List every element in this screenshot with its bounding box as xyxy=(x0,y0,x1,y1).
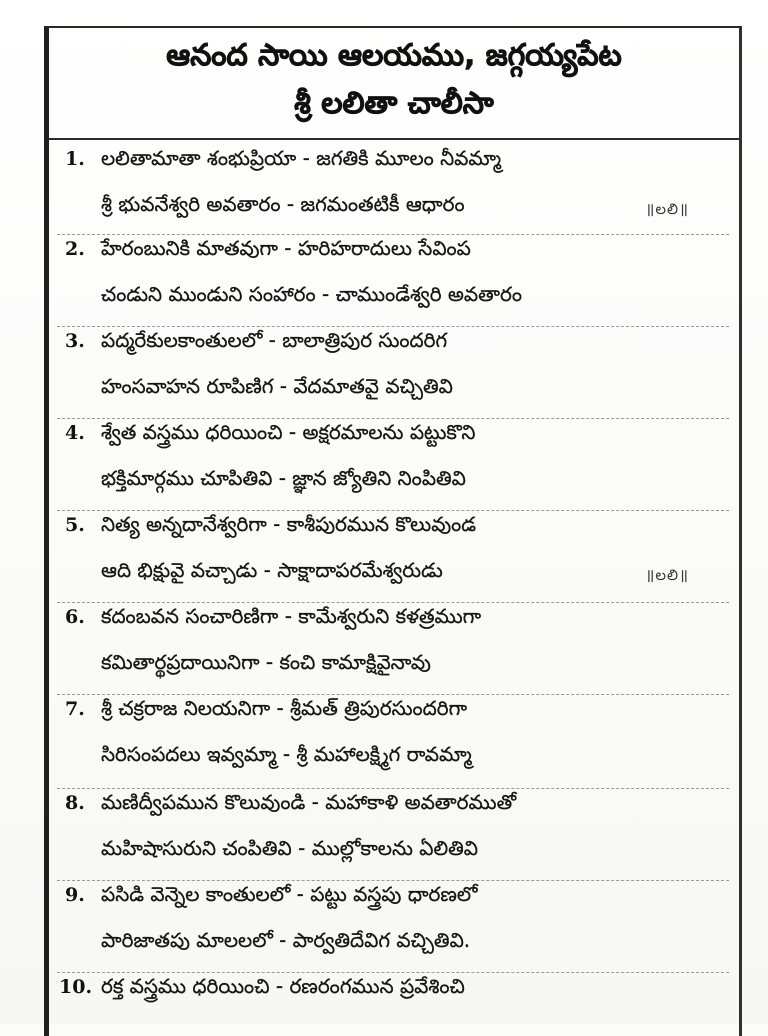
verse-7 xyxy=(57,694,729,789)
verse-line: సిరిసంపదలు ఇవ్వమ్మా - శ్రీ మహాలక్ష్మిగ రావమ్మా xyxy=(101,742,472,766)
verse-line: శ్వేత వస్త్రము ధరియించి - అక్షరమాలను పట్టుకొని xyxy=(101,420,476,444)
verse-2 xyxy=(57,234,729,327)
verse-line: హంసవాహన రూపిణిగ - వేదమాతవై వచ్చితివి xyxy=(101,374,453,398)
page-title: ఆనంద సాయి ఆలయము, జగ్గయ్యపేట xyxy=(166,38,622,73)
verse-line: లలితామాతా శంభుప్రియా - జగతికి మూలం నీవమ్మా xyxy=(101,146,502,170)
verse-line: పద్మరేకులకాంతులలో - బాలాత్రిపుర సుందరిగ xyxy=(101,328,448,352)
verse-number: 4. xyxy=(65,422,85,444)
verse-line: చండుని ముండుని సంహారం - చాముండేశ్వరి అవతారం xyxy=(101,282,523,306)
verse-1 xyxy=(57,144,729,235)
verse-9 xyxy=(57,880,729,973)
verse-4 xyxy=(57,418,729,511)
verse-number: 8. xyxy=(65,792,85,814)
verse-number: 9. xyxy=(65,884,85,906)
verse-10 xyxy=(57,972,729,1032)
verse-number: 3. xyxy=(65,330,85,352)
header-box xyxy=(49,28,739,140)
verse-8 xyxy=(57,788,729,881)
verse-line: ఆది భిక్షువై వచ్చాడు - సాక్షాదాపరమేశ్వరుడు xyxy=(101,558,443,582)
verse-line: హేరంబునికి మాతవుగా - హరిహరాదులు సేవింప xyxy=(101,236,471,260)
verse-line: నిత్య అన్నదానేశ్వరిగా - కాశీపురమున కొలువుండ xyxy=(101,512,477,536)
verse-number: 7. xyxy=(65,698,85,720)
verse-3 xyxy=(57,326,729,419)
verse-number: 6. xyxy=(65,606,85,628)
verse-list xyxy=(49,140,739,1036)
verse-line: శ్రీ చక్రరాజ నిలయనిగా - శ్రీమత్ త్రిపురసుందరిగా xyxy=(101,696,468,720)
verse-line: మహిషాసురుని చంపితివి - ముల్లోకాలను ఏలితివి xyxy=(101,836,479,860)
verse-number: 10. xyxy=(59,976,93,998)
verse-line: పారిజాతపు మాలలలో - పార్వతిదేవిగ వచ్చితివి. xyxy=(101,928,471,952)
verse-line: కదంబవన సంచారిణిగా - కామేశ్వరుని కళత్రముగా xyxy=(101,604,482,628)
refrain-marker: ॥లలి॥ xyxy=(645,566,689,584)
verse-line: మణిద్వీపమున కొలువుండి - మహాకాళి అవతారముతో xyxy=(101,790,517,814)
verse-line: పసిడి వెన్నెల కాంతులలో - పట్టు వస్త్రపు ధారణలో xyxy=(101,882,478,906)
verse-number: 2. xyxy=(65,238,85,260)
page-frame xyxy=(44,26,742,1036)
verse-line: రక్త వస్త్రము ధరియించి - రణరంగమున ప్రవేశించి xyxy=(101,974,465,998)
verse-number: 5. xyxy=(65,514,85,536)
verse-line: శ్రీ భువనేశ్వరి అవతారం - జగమంతటికీ ఆధారం xyxy=(101,192,465,216)
page-subtitle: శ్రీ లలితా చాలీసా xyxy=(294,86,494,121)
verse-line: కమితార్థప్రదాయినిగా - కంచి కామాక్షివైనావు xyxy=(101,650,431,674)
verse-5 xyxy=(57,510,729,603)
verse-number: 1. xyxy=(65,148,85,170)
refrain-marker: ॥లలి॥ xyxy=(645,200,689,218)
verse-line: భక్తిమార్గము చూపితివి - జ్ఞాన జ్యోతిని నింపితివి xyxy=(101,466,466,490)
verse-6 xyxy=(57,602,729,695)
